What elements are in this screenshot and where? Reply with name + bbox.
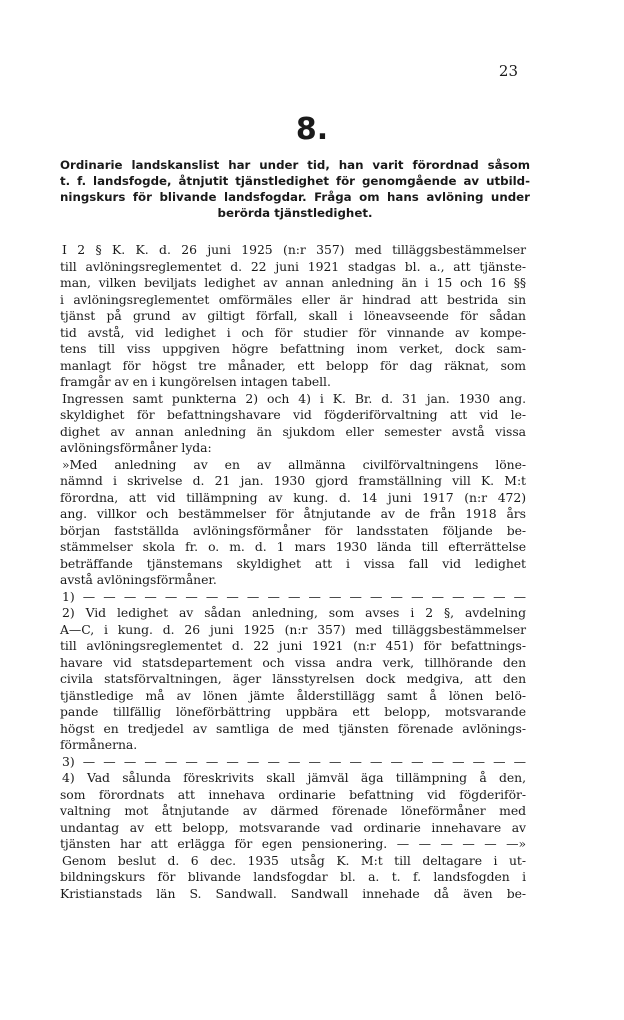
heading-line: t. f. landsfogde, åtnjutit tjänstledighet för genomgående av utbild-	[60, 174, 530, 188]
heading-line: Ordinarie landskanslist har under tid, han varit förordnad såsom	[60, 158, 530, 172]
body-line: undantag av ett belopp, motsvarande vad ordinarie innehavare av	[60, 819, 526, 835]
body-line: som förordnats att innehava ordinarie befattning vid fögderiför-	[60, 786, 526, 802]
body-line: 3) — — — — — — — — — — — — — — — — — — — — — —	[62, 753, 526, 769]
body-line: början fastställda avlöningsförmåner för landsstaten följande be-	[60, 522, 526, 538]
body-line: stämmelser skola fr. o. m. d. 1 mars 1930 lända till efterrättelse	[60, 539, 526, 554]
body-line: bildningskurs för blivande landsfogdar bl. a. t. f. landsfogden i	[60, 869, 526, 884]
body-line: tens till viss uppgiven högre befattning inom verket, dock sam-	[60, 341, 526, 356]
body-line: man, vilken beviljats ledighet av annan anledning än i 15 och 16 §§	[60, 275, 526, 290]
body-text	[60, 242, 526, 902]
body-line: manlagt för högst tre månader, ett belopp för dag räknat, som	[60, 357, 526, 373]
body-line: beträffande tjänstemans skyldighet att i vissa fall vid ledighet	[60, 555, 526, 571]
heading-line: ningskurs för blivande landsfogdar. Fråga om hans avlöning under	[60, 190, 530, 204]
body-line: A—C, i kung. d. 26 juni 1925 (n:r 357) med tilläggsbestämmelser	[60, 621, 526, 637]
body-line: 4) Vad sålunda föreskrivits skall jämväl äga tillämpning å den,	[62, 770, 526, 785]
section-number: 8.	[295, 112, 329, 147]
body-line: Kristianstads län S. Sandwall. Sandwall innehade då även be-	[60, 885, 526, 901]
body-line: i avlöningsreglementet omförmäles eller är hindrad att bestrida sin	[60, 291, 526, 307]
body-line: framgår av en i kungörelsen intagen tabell.	[60, 374, 331, 389]
page-number: 23	[498, 62, 518, 80]
body-line: tjänstledige må av lönen jämte ålderstillägg samt å lönen belö-	[60, 687, 526, 703]
body-line: tjänsten har att erlägga för egen pensionering. — — — — — —»	[60, 836, 526, 851]
body-line: havare vid statsdepartement och vissa andra verk, tillhörande den	[60, 654, 526, 670]
body-line: ang. villkor och bestämmelser för åtnjutande av de från 1918 års	[60, 506, 526, 521]
body-line: »Med anledning av en av allmänna civilförvaltningens löne-	[62, 456, 526, 472]
body-line: 1) — — — — — — — — — — — — — — — — — — — — — —	[62, 588, 526, 604]
body-line: Genom beslut d. 6 dec. 1935 utsåg K. M:t till deltagare i ut-	[62, 852, 526, 868]
heading-line: berörda tjänstledighet.	[217, 206, 373, 220]
section-heading	[60, 157, 530, 221]
body-line: 2) Vid ledighet av sådan anledning, som avses i 2 §, avdelning	[62, 605, 526, 620]
body-line: högst en tredjedel av samtliga de med tjänsten förenade avlönings-	[60, 720, 526, 736]
body-line: nämnd i skrivelse d. 21 jan. 1930 gjord framställning vill K. M:t	[60, 473, 526, 488]
body-line: pande tillfällig löneförbättring uppbära ett belopp, motsvarande	[60, 704, 526, 719]
body-line: tjänst på grund av giltigt förfall, skall i löneavseende för sådan	[60, 308, 526, 323]
body-line: dighet av annan anledning än sjukdom eller semester avstå vissa	[60, 423, 526, 439]
body-line: civila statsförvaltningen, äger länsstyrelsen dock medgiva, att den	[60, 671, 526, 686]
body-line: avstå avlöningsförmåner.	[60, 572, 217, 587]
body-line: I 2 § K. K. d. 26 juni 1925 (n:r 357) med tilläggsbestämmelser	[62, 242, 526, 257]
body-line: valtning mot åtnjutande av därmed förenade löneförmåner med	[60, 803, 526, 818]
body-line: till avlöningsreglementet d. 22 juni 1921 stadgas bl. a., att tjänste-	[60, 258, 526, 274]
body-line: skyldighet för befattningshavare vid fögderiförvaltning att vid le-	[60, 407, 526, 422]
body-line: Ingressen samt punkterna 2) och 4) i K. Br. d. 31 jan. 1930 ang.	[62, 390, 526, 406]
body-line: till avlöningsreglementet d. 22 juni 1921 (n:r 451) för befattnings-	[60, 638, 526, 653]
body-line: förmånerna.	[60, 737, 138, 752]
body-line: avlöningsförmåner lyda:	[60, 440, 212, 455]
body-line: tid avstå, vid ledighet i och för studier för vinnande av kompe-	[60, 324, 526, 340]
body-line: förordna, att vid tillämpning av kung. d. 14 juni 1917 (n:r 472)	[60, 489, 526, 505]
